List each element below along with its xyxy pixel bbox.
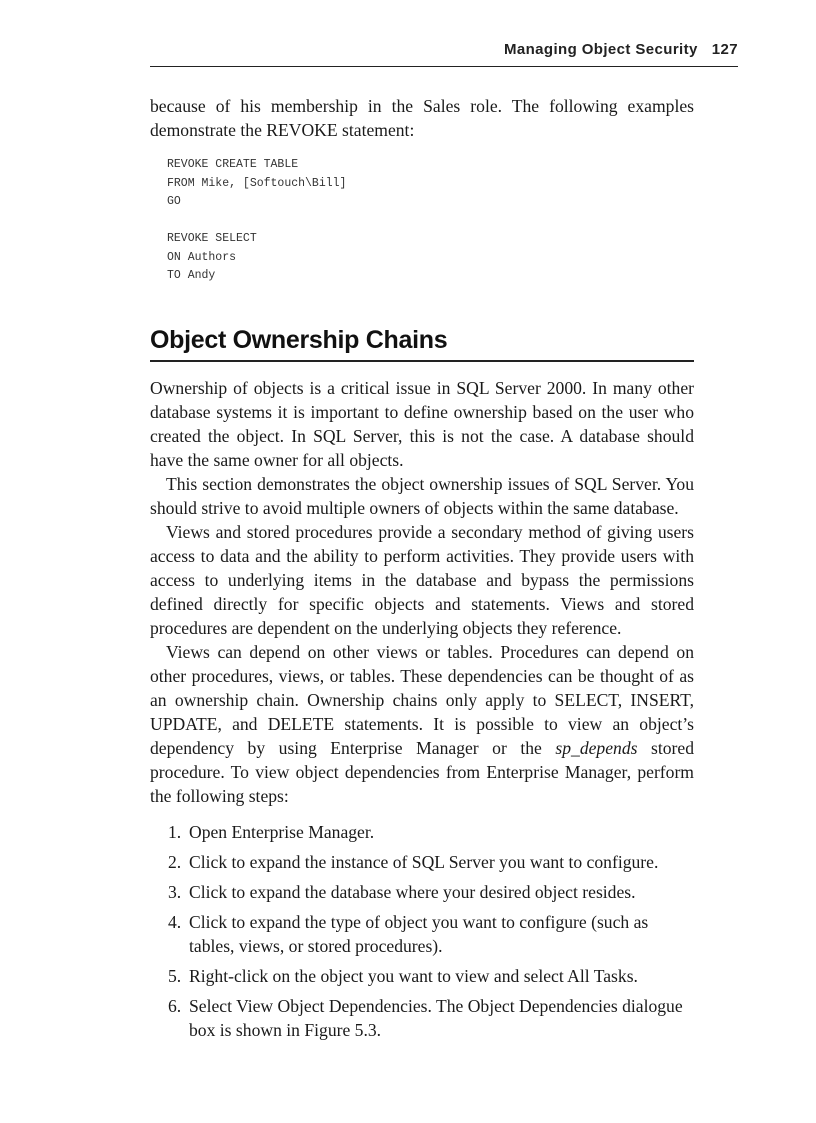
paragraph-text: Views can depend on other views or tables. Procedures can depend on other procedures, views, or tables. These dependencies can be thought of as an ownership chain. Ownership chains only apply to SELECT, INSERT, UPDATE, and DELETE statements. It is possible to view an object’s dependency by using Enterprise Manager or the	[150, 641, 694, 758]
code-block	[167, 156, 694, 286]
step-text: Click to expand the database where your desired object resides.	[189, 881, 636, 902]
step-number: 4.	[168, 911, 182, 932]
list-item	[150, 880, 694, 904]
running-header-text	[504, 41, 738, 58]
list-item	[150, 850, 694, 874]
code-line: ON Authors	[167, 250, 237, 264]
page-body	[150, 94, 694, 1048]
section-paragraph-1: Ownership of objects is a critical issue in SQL Server 2000. In many other database systems it is important to define ownership based on the user who created the object. In SQL Server, this is not the case. A database should have the same owner for all objects.	[150, 377, 694, 470]
code-line: FROM Mike, [Softouch\Bill]	[167, 176, 347, 190]
chapter-title: Managing Object Security	[503, 41, 698, 58]
list-item	[150, 964, 694, 988]
running-header	[150, 38, 738, 67]
step-number: 5.	[168, 965, 182, 986]
steps-list	[150, 820, 694, 1042]
step-number: 6.	[168, 995, 182, 1016]
list-item	[150, 994, 694, 1042]
code-line: REVOKE CREATE TABLE	[167, 158, 299, 171]
code-line: TO Andy	[167, 269, 216, 282]
code-line: GO	[167, 195, 181, 208]
step-text: Right-click on the object you want to view and select All Tasks.	[189, 965, 638, 986]
step-number: 2.	[168, 851, 182, 872]
paragraph-text: stored procedure. To view object dependencies from Enterprise Manager, perform the following steps:	[150, 737, 694, 806]
page-number: 127	[711, 41, 738, 58]
step-text: Open Enterprise Manager.	[189, 821, 375, 842]
intro-paragraph: because of his membership in the Sales role. The following examples demonstrate the REVOKE statement:	[150, 96, 694, 140]
section-paragraph-3: Views and stored procedures provide a secondary method of giving users access to data and the ability to perform activities. They provide users with access to underlying items in the database and bypass the permissions defined directly for specific objects and statements. Views and stored procedures are dependent on the underlying objects they reference.	[150, 521, 694, 638]
section-content	[150, 376, 694, 1042]
step-number: 1.	[168, 821, 182, 842]
sp-depends-term: sp_depends	[555, 737, 638, 758]
section-heading: Object Ownership Chains	[150, 324, 694, 362]
code-blank-line	[167, 212, 694, 231]
code-line: REVOKE SELECT	[167, 232, 257, 245]
section-paragraph-2: This section demonstrates the object ownership issues of SQL Server. You should strive to avoid multiple owners of objects within the same database.	[150, 473, 694, 518]
list-item	[150, 820, 694, 844]
list-item	[150, 910, 694, 958]
step-number: 3.	[168, 881, 182, 902]
step-text: Click to expand the instance of SQL Server you want to configure.	[189, 851, 659, 872]
step-text: Click to expand the type of object you want to configure (such as tables, views, or stored procedures).	[189, 911, 649, 956]
step-text: Select View Object Dependencies. The Object Dependencies dialogue box is shown in Figure 5.3.	[189, 995, 683, 1040]
section-paragraph-4	[150, 640, 694, 808]
